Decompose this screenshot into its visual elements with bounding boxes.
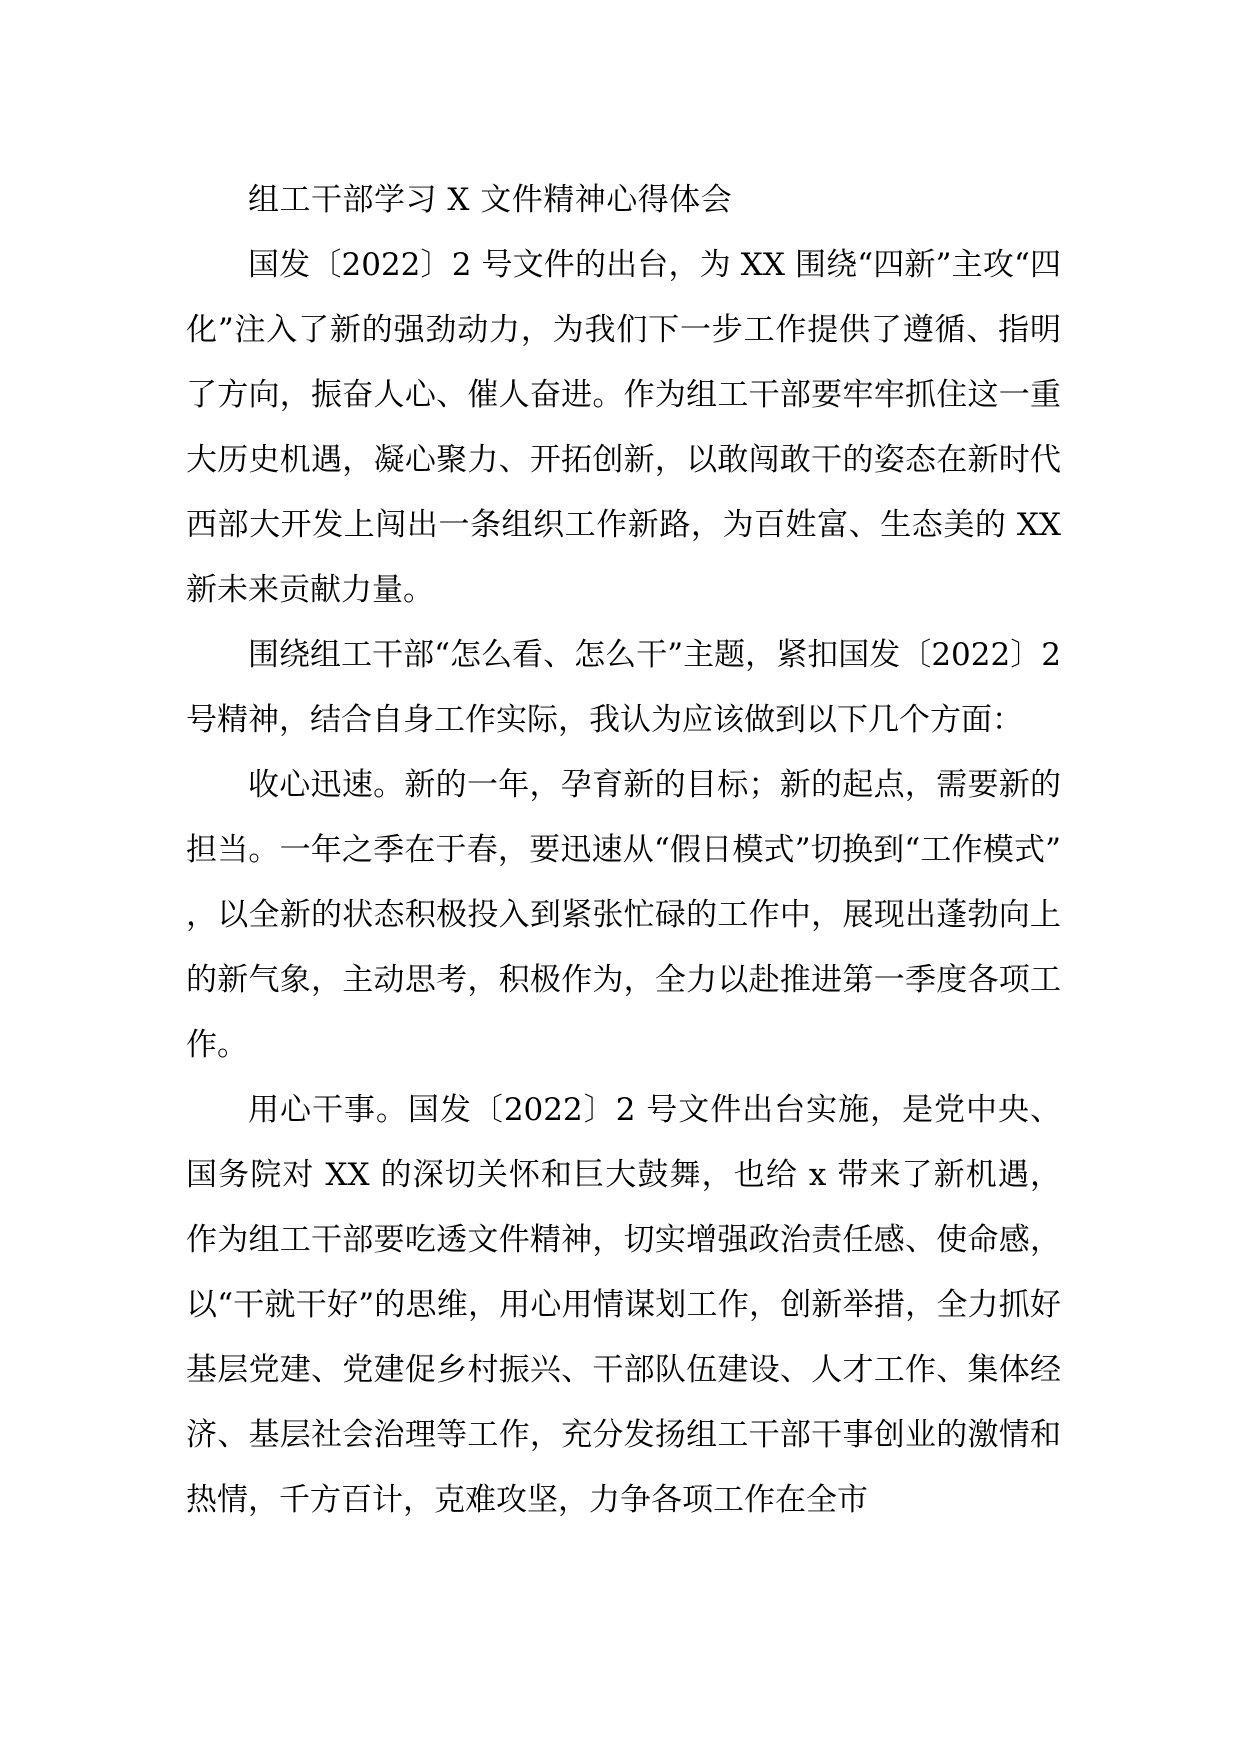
document-body [186, 168, 1061, 1533]
paragraph-theme: 围绕组工干部“怎么看、怎么干”主题，紧扣国发〔2022〕2 号精神，结合自身工作实际，我认为应该做到以下几个方面： [186, 637, 1061, 738]
paragraph-work-with-heart: 用心干事。国发〔2022〕2 号文件出台实施，是党中央、国务院对 XX 的深切关怀和巨大鼓舞，也给 x 带来了新机遇，作为组工干部要吃透文件精神，切实增强政治责任感、使命感，以“干就干好”的思维，用心用情谋划工作，创新举措，全力抓好基层党建、党建促乡村振兴、干部队伍建设、人才工作、集体经济、基层社会治理等工作，充分发扬组工干部干事创业的激情和热情，千方百计，克难攻坚，力争各项工作在全市 [186, 1092, 1061, 1518]
document-title: 组工干部学习 X 文件精神心得体会 [248, 182, 733, 218]
paragraph-intro: 国发〔2022〕2 号文件的出台，为 XX 围绕“四新”主攻“四化”注入了新的强劲动力，为我们下一步工作提供了遵循、指明了方向，振奋人心、催人奋进。作为组工干部要牢牢抓住这一重大历史机遇，凝心聚力、开拓创新，以敢闯敢干的姿态在新时代西部大开发上闯出一条组织工作新路，为百姓富、生态美的 XX 新未来贡献力量。 [186, 247, 1061, 608]
paragraph-focus-quickly: 收心迅速。新的一年，孕育新的目标；新的起点，需要新的担当。一年之季在于春，要迅速从“假日模式”切换到“工作模式”，以全新的状态积极投入到紧张忙碌的工作中，展现出蓬勃向上的新气象，主动思考，积极作为，全力以赴推进第一季度各项工作。 [186, 767, 1061, 1063]
